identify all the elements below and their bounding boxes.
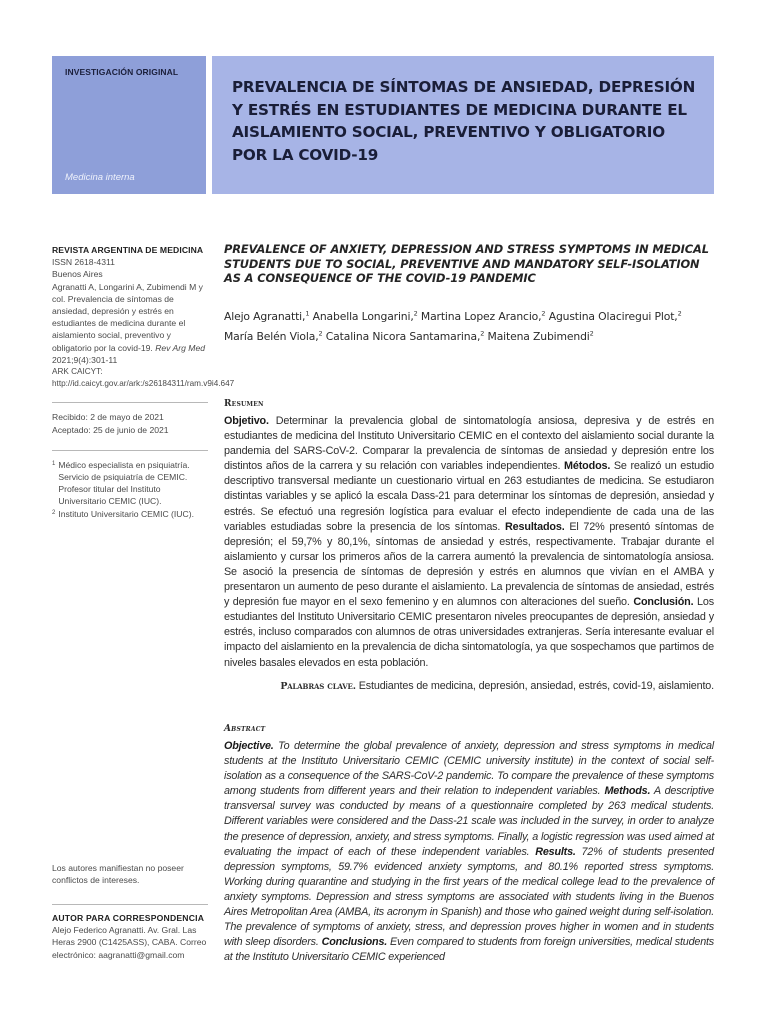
author: Agustina Olaciregui Plot,$^2$ [548, 309, 682, 323]
author-list [224, 305, 714, 345]
article-title-en: PREVALENCE OF ANXIETY, DEPRESSION AND STRESS SYMPTOMS IN MEDICAL STUDENTS DUE TO SOCIAL, PREVENTIVE AND MANDATORY SELF-ISOLATION AS A CONSEQUENCE OF THE COVID-19 PANDEMIC [224, 242, 709, 286]
correspondence-heading: AUTOR PARA CORRESPONDENCIA [52, 913, 205, 923]
issn: ISSN 2618-4311 [52, 257, 115, 268]
ark-identifier: ARK CAICYT: http://id.caicyt.gov.ar/ark:/s26184311/ram.v9i4.647 [52, 367, 235, 389]
author: Alejo Agranatti,$^1$ [224, 309, 310, 323]
citation: Agranatti A, Longarini A, Zubimendi M y col. Prevalencia de síntomas de ansiedad, depresión y estrés en estudiantes de medicina durante el aislamiento social, preventivo y obligatorio por la covid-19. Rev Arg Med 2021;9(4):301-11 [52, 281, 206, 365]
abstract-body: Objective. To determine the global prevalence of anxiety, depression and stress symptoms in medical students at the Instituto Universitario CEMIC (CEMIC university institute) in the context of social self-isolation as a consequence of the SARS-CoV-2 pandemic. To compare the prevalence of these symptoms among students from different years and their relation to independent variables. Methods. A descriptive transversal survey was conducted by means of a questionnaire completed by 263 medical students. Different variables were considered and the Dass-21 scale was included in the survey, in order to analyze the presence of depression, anxiety, and stress symptoms. Finally, a logistic regression was used aimed at evaluating the impact of each of these independent variables. Results. 72% of students presented depression symptoms, 59.7% evidenced anxiety symptoms, and 80.1% reported stress symptoms. Working during quarantine and studying in the first years of the medical college lead to the prevalence of anxiety symptoms. Depression and stress symptoms are associated with students living in the Buenos Aires Metropolitan Area (AMBA, its acronym in Spanish) and those who gained weight during self-isolation. The prevalence of symptoms of anxiety, stress, and depression proves higher in women and in students with sleep disorders. Conclusions. Even compared to students from foreign universities, medical students at the Instituto Universitario CEMIC experienced [224, 740, 714, 964]
author: María Belén Viola,$^2$ [224, 329, 323, 343]
accepted-date: Aceptado: 25 de junio de 2021 [52, 424, 169, 435]
affiliation-footnote: 1 Médico especialista en psiquiatría. Servicio de psiquiatría de CEMIC. Profesor titular del Instituto Universitario CEMIC (IUC). [52, 459, 190, 507]
author: Martina Lopez Arancio,$^2$ [420, 309, 546, 323]
correspondence-text: Alejo Federico Agranatti. Av. Gral. Las Heras 2900 (C1425ASS), CABA. Correo electrónico: aagranatti@gmail.com [52, 925, 207, 960]
correspondence-block [52, 904, 208, 961]
resumen-heading: Resumen [224, 399, 264, 409]
journal-name: REVISTA ARGENTINA DE MEDICINA [52, 245, 204, 255]
journal-city: Buenos Aires [52, 269, 103, 280]
author: Catalina Nicora Santamarina,$^2$ [325, 329, 485, 343]
dates-block [52, 402, 208, 435]
article-title-es: PREVALENCIA DE SÍNTOMAS DE ANSIEDAD, DEPRESIÓN Y ESTRÉS EN ESTUDIANTES DE MEDICINA DURANTE EL AISLAMIENTO SOCIAL, PREVENTIVO Y OBLIGATORIO POR LA COVID-19 [232, 78, 696, 164]
received-date: Recibido: 2 de mayo de 2021 [52, 412, 164, 423]
article-sidebar [52, 244, 235, 520]
affiliations-block [52, 450, 208, 520]
keywords: Palabras clave. Estudiantes de medicina, depresión, ansiedad, estrés, covid-19, aislamiento. [280, 680, 714, 692]
abstract-heading: Abstract [224, 724, 266, 734]
conflict-of-interest: Los autores manifiestan no poseer conflictos de intereses. [52, 863, 184, 886]
affiliation-footnote: 2 Instituto Universitario CEMIC (IUC). [52, 508, 194, 519]
resumen-body: Objetivo. Determinar la prevalencia global de sintomatología ansiosa, depresiva y de estrés en estudiantes de medicina del Instituto Universitario CEMIC en el contexto del aislamiento social durante la pandemia del SARS-CoV-2. Comparar la prevalencia de síntomas de ansiedad y depresión entre los distintos años de la carrera y su relación con variables independientes. Métodos. Se realizó un estudio descriptivo transversal mediante un cuestionario virtual en 263 estudiantes de medicina. Se estudiaron distintas variables y se aplicó la escala Dass-21 para determinar los síntomas de depresión, ansiedad y estrés. Se efectuó una regresión logística para evaluar el efecto independiente de cada una de las variables estudiadas sobre la presencia de los síntomas. Resultados. El 72% presentó síntomas de depresión; el 59,7% y 80,1%, síntomas de ansiedad y estrés, respectivamente. Trabajar durante el aislamiento y cursar los primeros años de la carrera aumentó la prevalencia de sintomatología ansiosa. Se asoció la presencia de síntomas de depresión y estrés en alumnos que vivían en el AMBA y presentaron un aumento de peso durante el aislamiento. La prevalencia de síntomas de ansiedad, estrés y depresión fue mayor en el sexo femenino y en alumnos con alteraciones del sueño. Conclusión. Los estudiantes del Instituto Universitario CEMIC presentaron niveles preocupantes de depresión, ansiedad y estrés, incluso comparados con alumnos de otras universidades extranjeras. Sería interesante evaluar el impacto del aislamiento en la prevalencia de dicha sintomatología, ya que sospechamos que partimos de niveles basales elevados en esta población. [224, 415, 714, 669]
specialty-label: Medicina interna [65, 172, 135, 183]
author: Maitena Zubimendi$^2$ [487, 329, 594, 343]
section-label: INVESTIGACIÓN ORIGINAL [65, 67, 179, 77]
author: Anabella Longarini,$^2$ [312, 309, 418, 323]
